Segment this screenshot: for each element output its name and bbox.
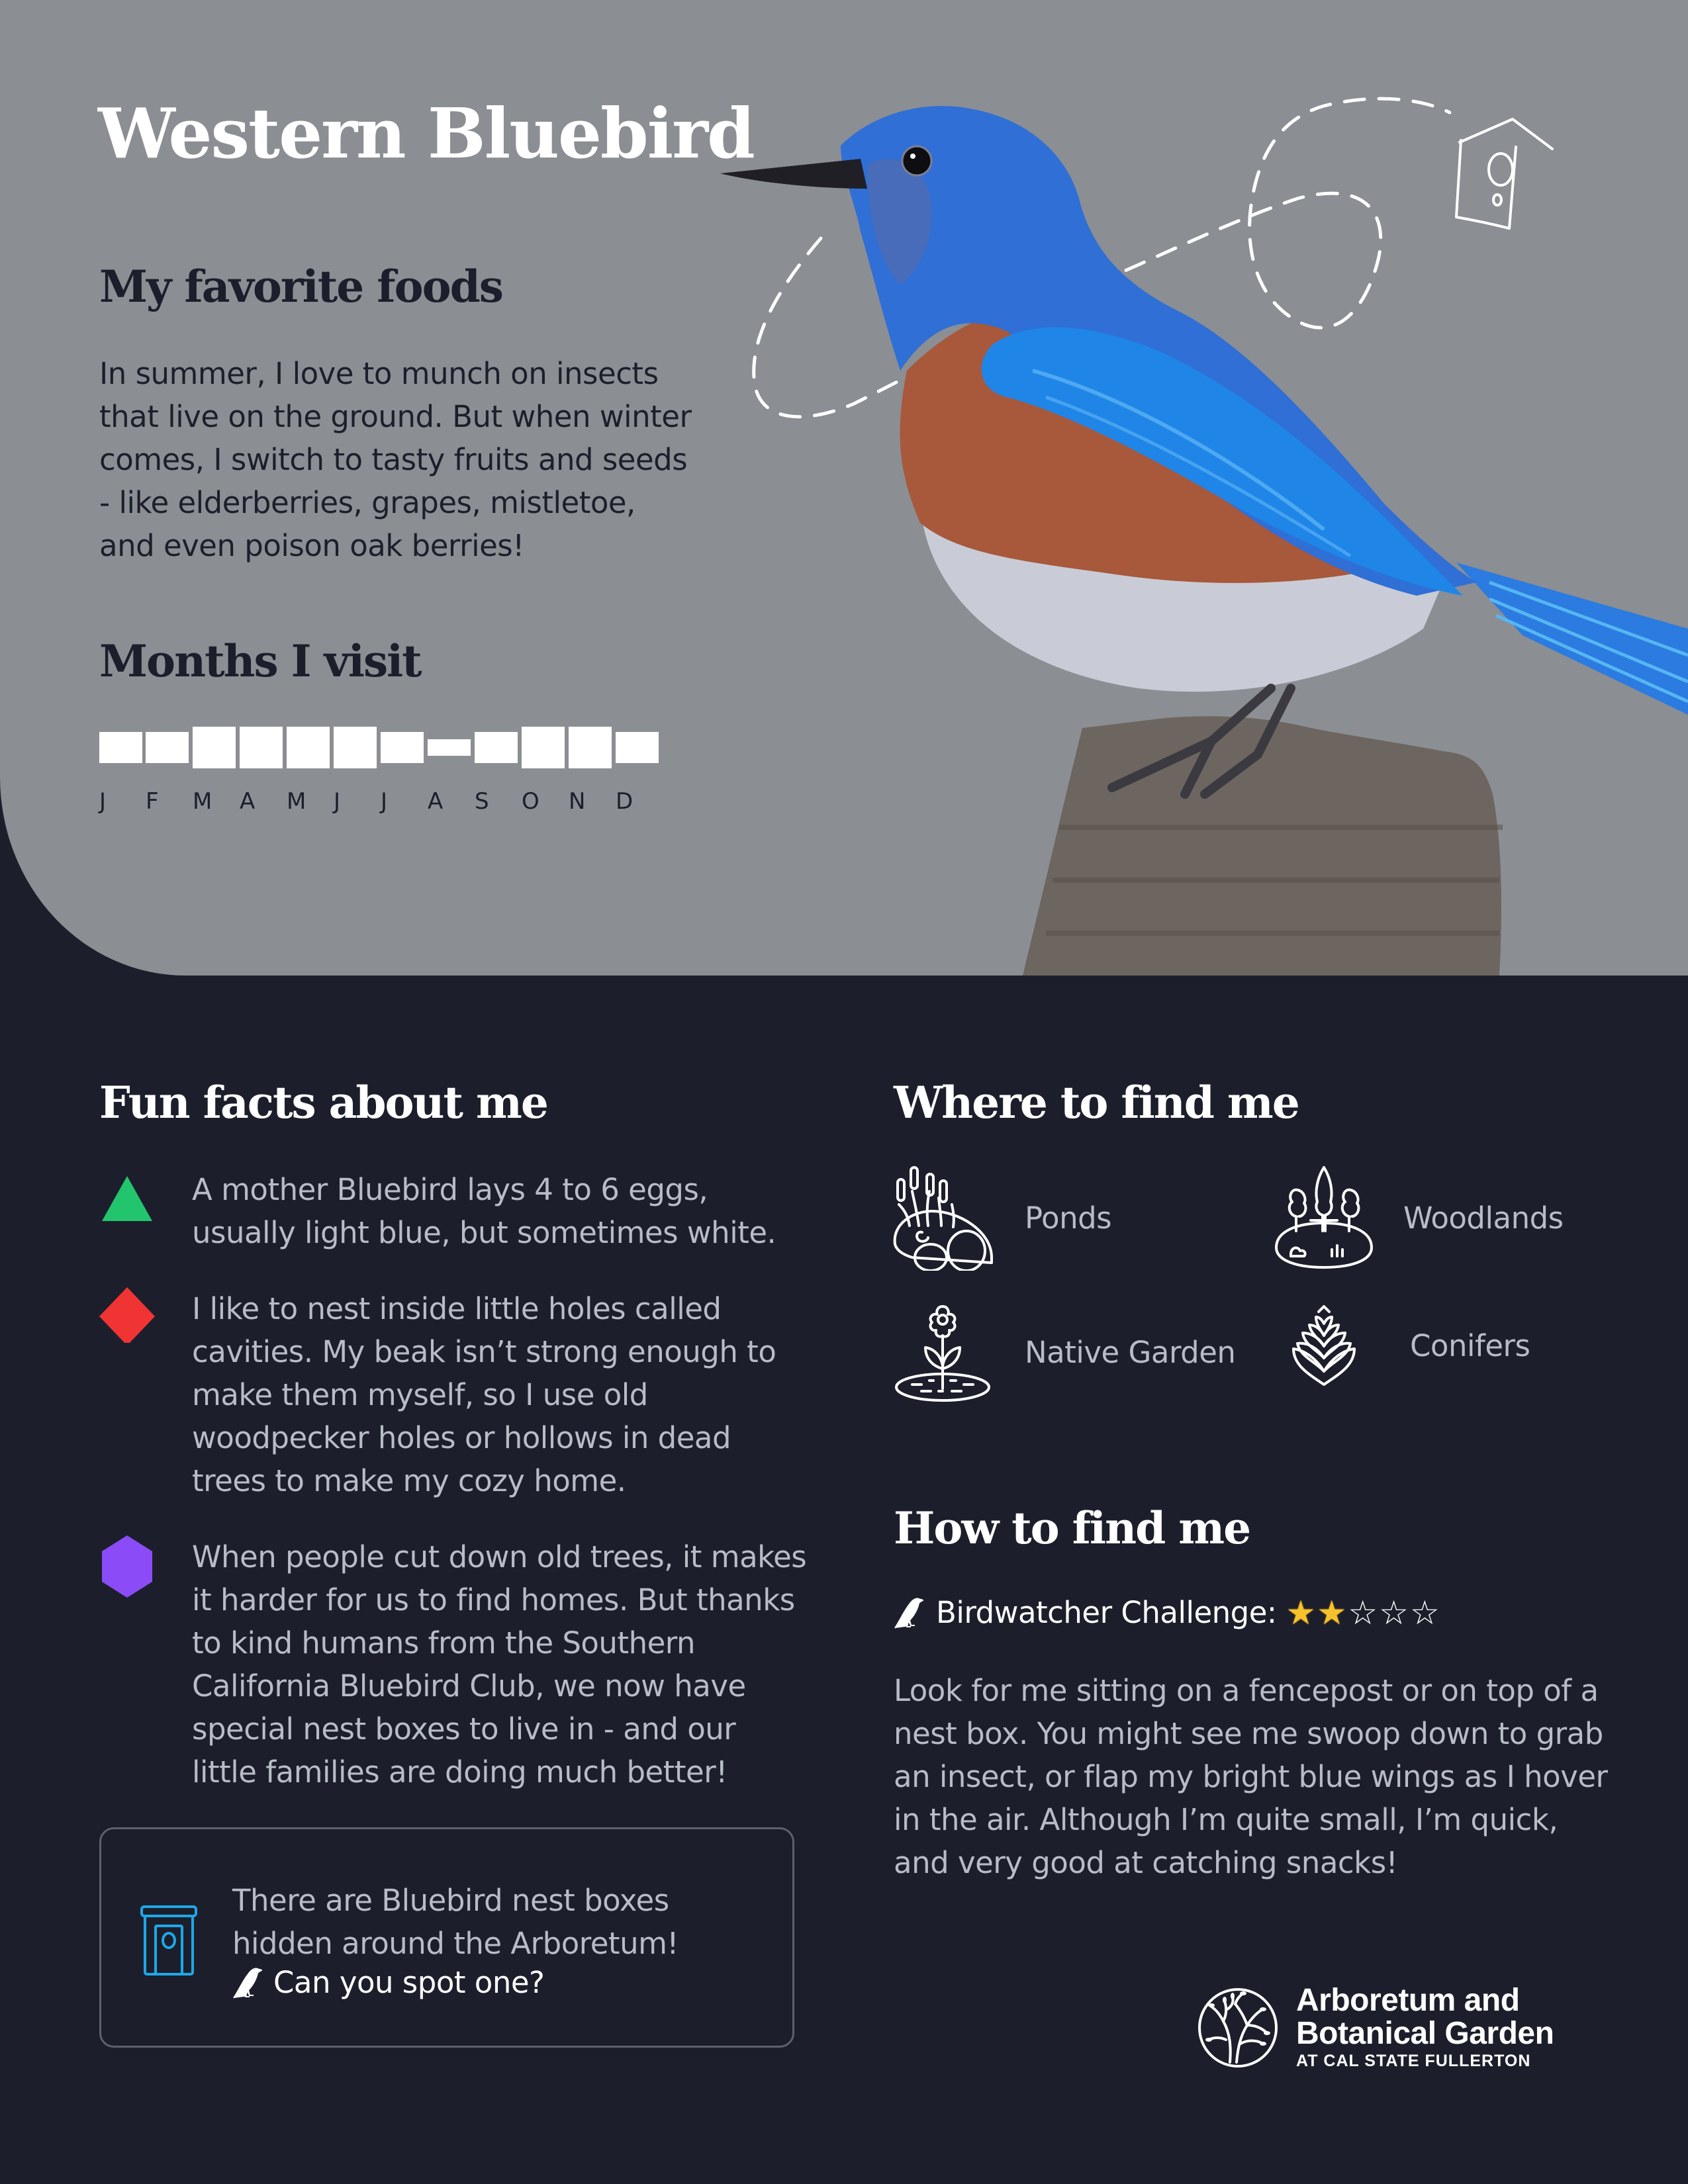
arboretum-logo — [1197, 1984, 1554, 2071]
star-filled-icon: ★ — [1317, 1594, 1347, 1631]
pond-icon — [892, 1165, 998, 1271]
hero-panel — [0, 0, 1688, 976]
logo-line-2: Botanical Garden — [1296, 2016, 1554, 2051]
months-heading: Months I visit — [99, 635, 421, 687]
habitat-label: Woodlands — [1403, 1200, 1564, 1236]
logo-line-1: Arboretum and — [1296, 1983, 1520, 2018]
month-label: A — [428, 788, 444, 815]
star-filled-icon: ★ — [1286, 1594, 1316, 1631]
bird-eye — [902, 146, 931, 175]
month-label: A — [240, 788, 256, 815]
month-label: M — [287, 788, 306, 815]
fact-text: I like to nest inside little holes called cavities. My beak isn’t strong enough to make them myself, so I use old woodpecker holes or hollows in dead trees to make my cozy home. — [192, 1291, 776, 1498]
month-label: N — [569, 788, 586, 815]
month-bar — [381, 732, 424, 763]
month-bar — [522, 727, 565, 768]
challenge-label: Birdwatcher Challenge: — [936, 1595, 1277, 1630]
month-label: D — [616, 788, 633, 815]
month-may — [287, 727, 330, 813]
month-bar — [616, 732, 659, 763]
nestbox-callout-card — [99, 1827, 794, 2048]
bird-beak — [720, 159, 867, 189]
star-outline-icon: ☆ — [1409, 1594, 1440, 1631]
month-label: S — [475, 788, 489, 815]
spot-prompt-text: Can you spot one? — [273, 1965, 545, 2000]
nestbox-card-text: There are Bluebird nest boxes hidden around the Arboretum! — [232, 1883, 679, 1961]
birdhouse-doodle-icon — [1456, 119, 1552, 228]
bluebird-illustration — [715, 86, 1688, 976]
woodland-icon — [1271, 1165, 1377, 1271]
month-sep — [475, 727, 518, 813]
logo-wordmark — [1296, 1984, 1554, 2071]
months-visit-chart — [99, 727, 662, 815]
habitat-ponds — [892, 1165, 1111, 1271]
month-bar — [428, 739, 471, 756]
fun-facts-heading: Fun facts about me — [99, 1077, 547, 1128]
how-text: Look for me sitting on a fencepost or on top of a nest box. You might see me swoop down to grab an insect, or flap my bright blue wings as I hover in the air. Although I’m quite small, I’m quick, and very good at catching snacks! — [894, 1673, 1608, 1880]
month-bar — [146, 732, 189, 763]
star-outline-icon: ☆ — [1348, 1594, 1378, 1631]
month-bar — [334, 727, 377, 768]
tree-logo-icon — [1197, 1987, 1279, 2069]
bird-tail — [1456, 563, 1688, 715]
native-garden-icon — [892, 1302, 998, 1402]
star-outline-icon: ☆ — [1379, 1594, 1409, 1631]
month-bar — [287, 727, 330, 768]
habitat-native-garden — [892, 1302, 1235, 1402]
habitat-conifers — [1284, 1302, 1530, 1388]
month-label: J — [99, 788, 107, 815]
birdwatcher-challenge — [894, 1595, 1440, 1630]
habitat-woodlands — [1271, 1165, 1564, 1271]
month-label: O — [522, 788, 539, 815]
month-jul — [381, 727, 424, 813]
bird-silhouette-icon — [894, 1596, 924, 1629]
foods-heading: My favorite foods — [99, 261, 502, 312]
fact-text: A mother Bluebird lays 4 to 6 eggs, usually light blue, but sometimes white. — [192, 1172, 776, 1250]
month-bar — [475, 732, 518, 763]
spot-prompt — [232, 1965, 544, 2000]
month-label: M — [193, 788, 212, 815]
month-bar — [569, 727, 612, 768]
month-label: J — [334, 788, 341, 815]
month-label: J — [381, 788, 388, 815]
month-bar — [240, 727, 283, 768]
month-jun — [334, 727, 377, 813]
month-mar — [193, 727, 236, 813]
habitat-label: Conifers — [1410, 1328, 1530, 1363]
habitat-label: Native Garden — [1025, 1334, 1236, 1370]
month-bar — [99, 732, 142, 763]
fact-item — [99, 1287, 801, 1512]
month-nov — [569, 727, 612, 813]
month-label: F — [146, 788, 159, 815]
month-dec — [616, 727, 659, 813]
where-heading: Where to find me — [894, 1077, 1299, 1128]
triangle-icon — [99, 1171, 155, 1226]
hexagon-icon — [99, 1535, 155, 1598]
conifer-icon — [1284, 1302, 1364, 1388]
fact-item — [99, 1535, 807, 1813]
how-heading: How to find me — [894, 1502, 1250, 1554]
habitat-label: Ponds — [1025, 1200, 1112, 1236]
bird-silhouette-icon — [232, 1966, 263, 1999]
month-aug — [428, 727, 471, 813]
month-jan — [99, 727, 142, 813]
month-apr — [240, 727, 283, 813]
month-oct — [522, 727, 565, 813]
page-title: Western Bluebird — [98, 93, 754, 174]
logo-line-3: AT CAL STATE FULLERTON — [1296, 2052, 1531, 2070]
month-bar — [193, 727, 236, 768]
foods-text: In summer, I love to munch on insects that live on the ground. But when winter comes, I switch to tasty fruits and seeds - like elderberries, grapes, mistletoe, and even poison oak berries! — [99, 356, 692, 563]
diamond-icon — [99, 1287, 155, 1343]
month-feb — [146, 727, 189, 813]
difficulty-rating — [1286, 1596, 1440, 1629]
fact-item — [99, 1168, 801, 1261]
fact-text: When people cut down old trees, it makes it harder for us to find homes. But thanks to kind humans from the Southern California Bluebird Club, we now have special nest boxes to live in - and our little families are doing much better! — [192, 1539, 807, 1790]
nest-box-icon — [140, 1905, 198, 1978]
